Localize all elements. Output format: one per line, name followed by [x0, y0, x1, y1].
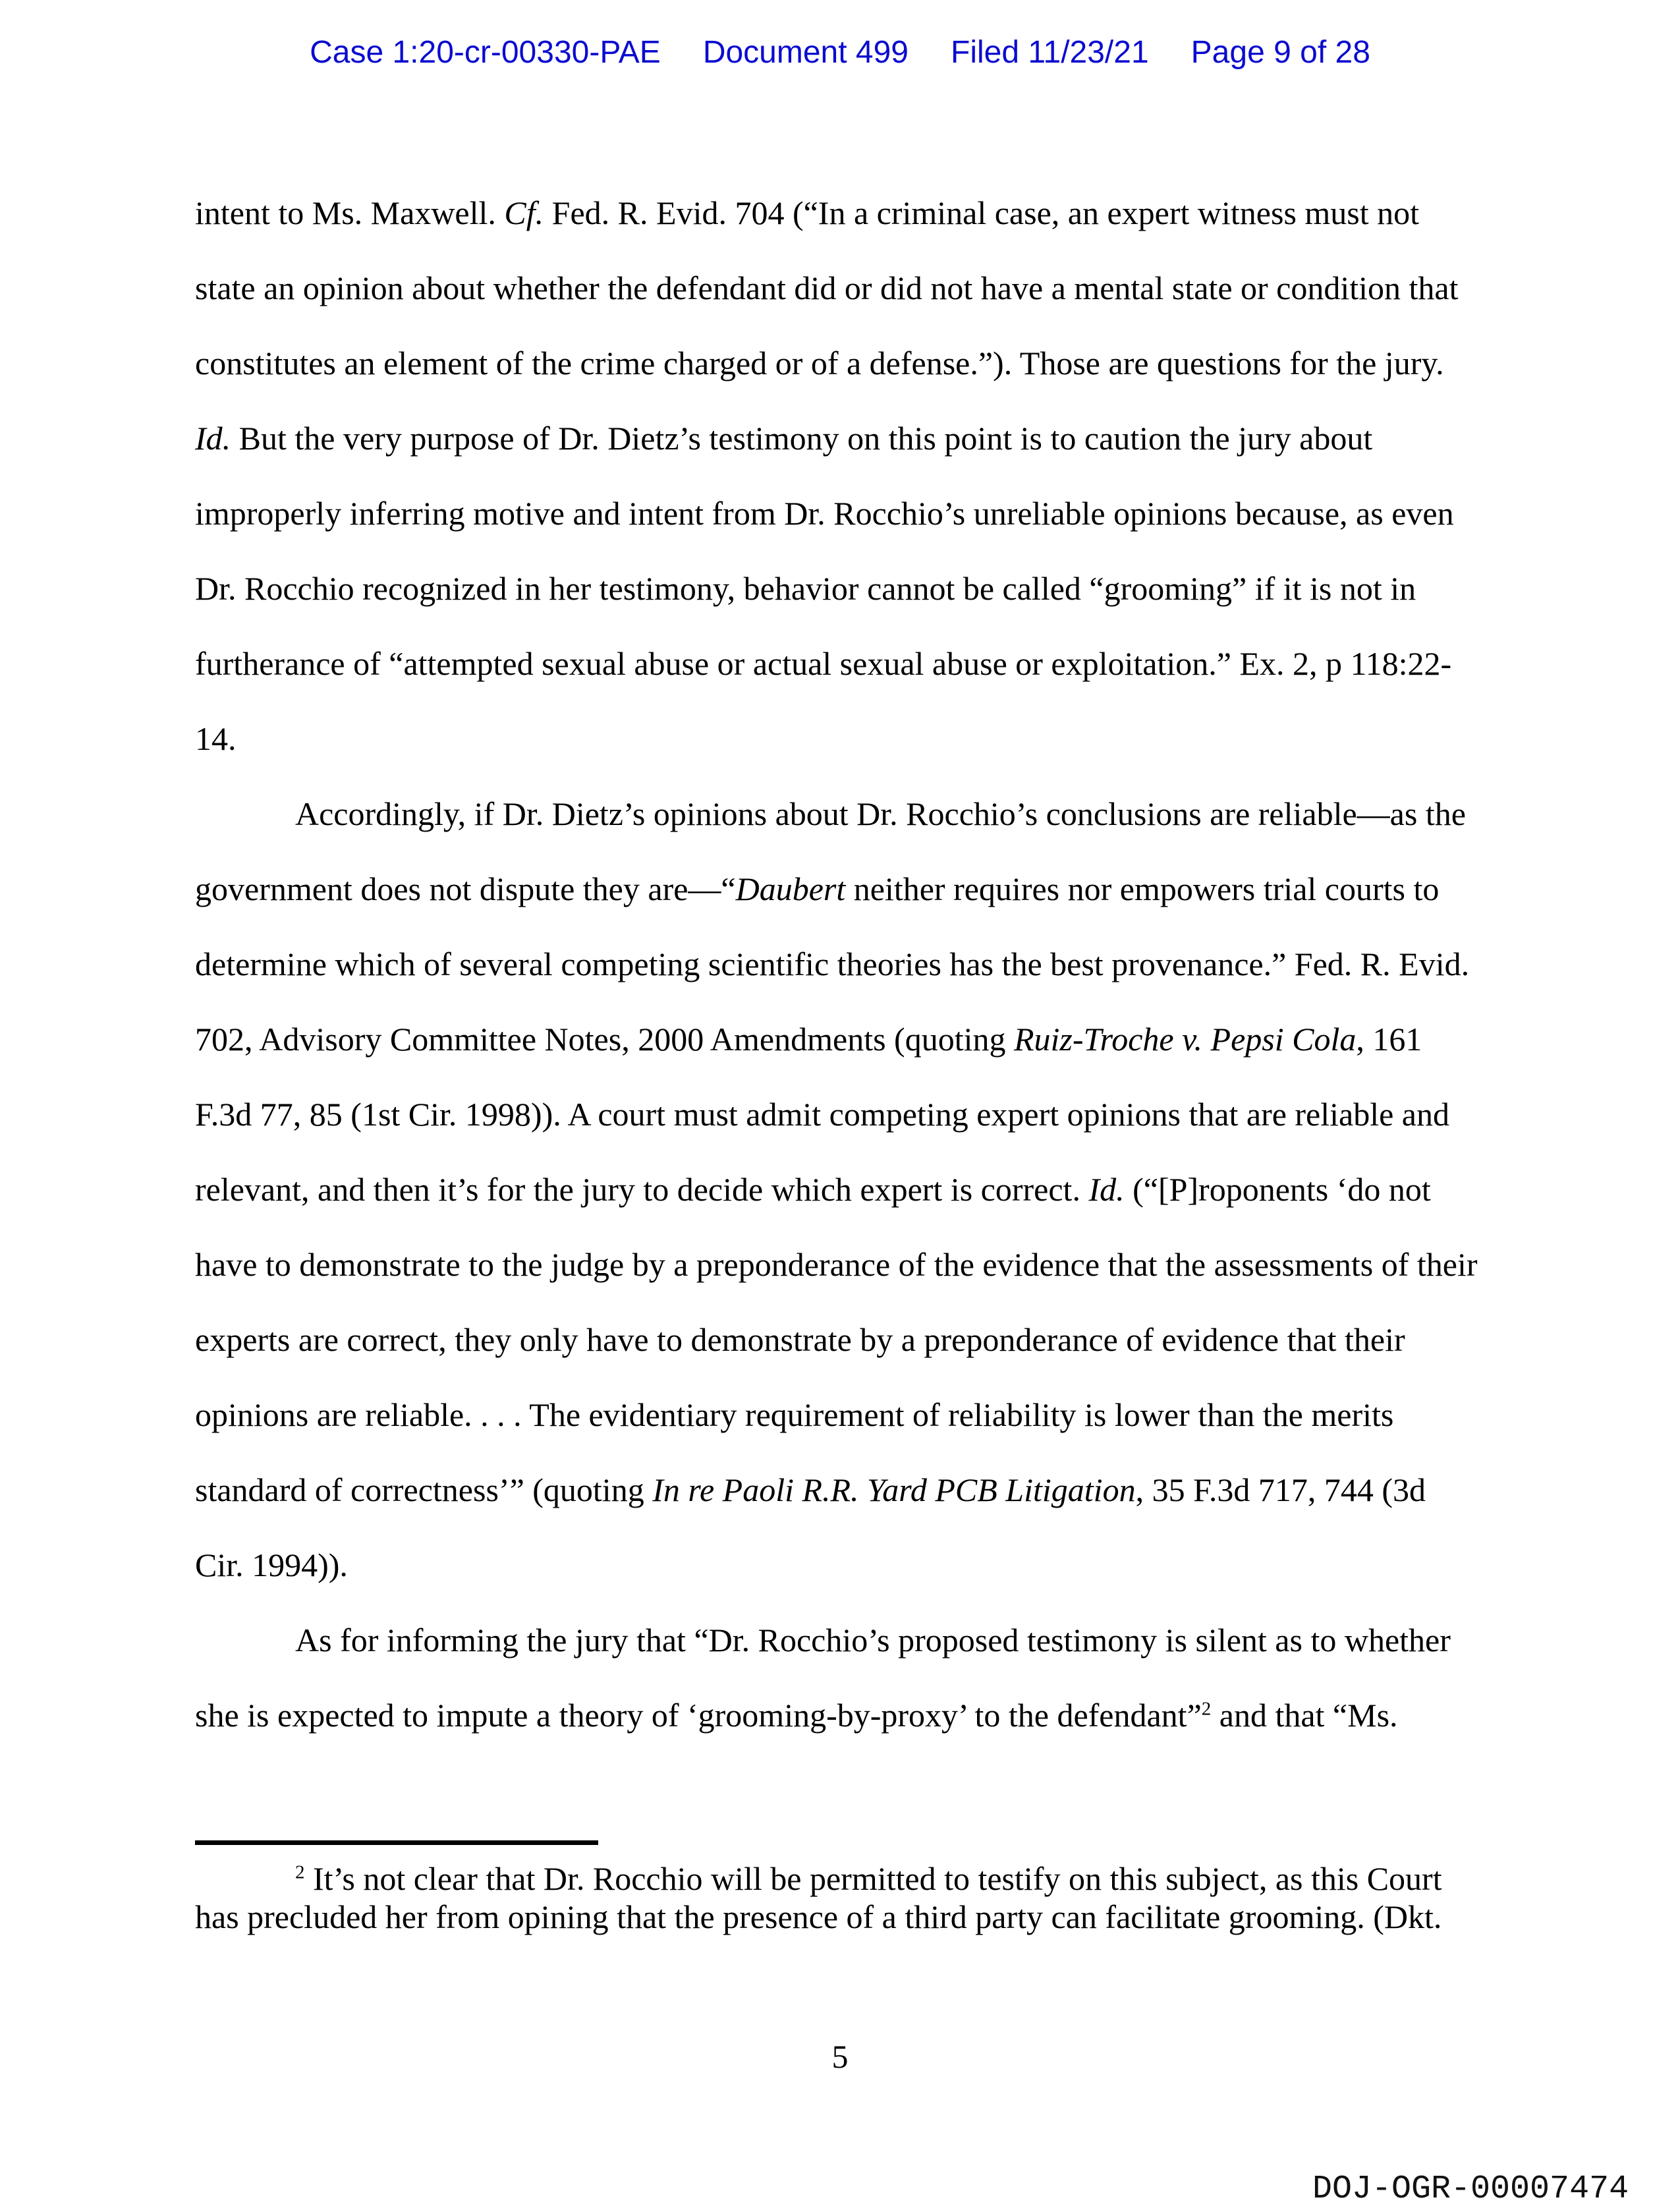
text-segment: and that “Ms. — [1211, 1697, 1398, 1734]
text-line — [195, 476, 1509, 551]
stamp-filed-date: Filed 11/23/21 — [951, 35, 1149, 70]
text-segment: 702, Advisory Committee Notes, 2000 Amendments (quoting — [195, 1021, 1014, 1058]
text-line — [195, 326, 1509, 401]
text-segment: 2 — [295, 1861, 305, 1883]
text-line — [195, 1452, 1509, 1527]
text-segment: Dr. Rocchio recognized in her testimony, behavior cannot be called “grooming” if it is not in — [195, 570, 1416, 607]
text-segment: have to demonstrate to the judge by a preponderance of the evidence that the assessments of their — [195, 1246, 1478, 1283]
stamp-page-number: Page 9 of 28 — [1190, 35, 1370, 70]
text-line — [195, 776, 1509, 851]
text-line — [195, 926, 1509, 1002]
text-segment: It’s not clear that Dr. Rocchio will be permitted to testify on this subject, as this Court — [304, 1860, 1442, 1897]
text-segment: (“[P]roponents ‘do not — [1124, 1171, 1431, 1208]
text-line — [195, 1527, 1509, 1602]
footnote-text — [195, 1859, 1509, 1936]
text-segment: 2 — [1201, 1698, 1212, 1720]
footnote-separator — [195, 1840, 598, 1845]
stamp-document-number: Document 499 — [702, 35, 909, 70]
text-segment: Ruiz-Troche v. Pepsi Cola — [1014, 1021, 1357, 1058]
text-segment: experts are correct, they only have to demonstrate by a preponderance of evidence that their — [195, 1321, 1405, 1358]
text-line — [195, 401, 1509, 476]
text-line — [195, 1002, 1509, 1077]
text-line — [195, 1302, 1509, 1377]
text-segment: Fed. R. Evid. 704 (“In a criminal case, an expert witness must not — [544, 194, 1420, 231]
text-line — [195, 1077, 1509, 1152]
text-segment: , 35 F.3d 717, 744 (3d — [1135, 1471, 1426, 1508]
stamp-case-number: Case 1:20-cr-00330-PAE — [310, 35, 661, 70]
text-segment: constitutes an element of the crime charged or of a defense.”). Those are questions for the jury. — [195, 345, 1444, 382]
case-stamp — [0, 34, 1680, 71]
text-segment: relevant, and then it’s for the jury to decide which expert is correct. — [195, 1171, 1089, 1208]
text-line — [195, 1152, 1509, 1227]
text-segment: But the very purpose of Dr. Dietz’s testimony on this point is to caution the jury about — [231, 420, 1373, 457]
text-line — [195, 175, 1509, 250]
document-body — [195, 175, 1509, 1753]
text-segment: Cf. — [504, 194, 544, 231]
text-segment: standard of correctness’” (quoting — [195, 1471, 653, 1508]
text-line — [195, 1377, 1509, 1452]
text-line — [195, 701, 1509, 776]
text-segment: Cir. 1994)). — [195, 1546, 348, 1583]
text-segment: has precluded her from opining that the presence of a third party can facilitate grooming. (Dkt. — [195, 1898, 1442, 1935]
text-segment: F.3d 77, 85 (1st Cir. 1998)). A court must admit competing expert opinions that are reliable and — [195, 1096, 1450, 1133]
text-segment: she is expected to impute a theory of ‘grooming-by-proxy’ to the defendant” — [195, 1697, 1202, 1734]
text-segment: In re Paoli R.R. Yard PCB Litigation — [652, 1471, 1136, 1508]
text-segment: Id. — [195, 420, 231, 457]
text-line — [195, 1898, 1509, 1936]
text-segment: As for informing the jury that “Dr. Rocchio’s proposed testimony is silent as to whether — [295, 1622, 1451, 1659]
text-line — [195, 1602, 1509, 1678]
text-line — [195, 250, 1509, 326]
text-segment: improperly inferring motive and intent from Dr. Rocchio’s unreliable opinions because, as even — [195, 495, 1454, 532]
text-segment: neither requires nor empowers trial courts to — [845, 870, 1440, 907]
text-segment: government does not dispute they are—“ — [195, 870, 736, 907]
page-number: 5 — [831, 2038, 849, 2075]
text-segment: Id. — [1088, 1171, 1125, 1208]
text-line — [195, 551, 1509, 626]
text-segment: furtherance of “attempted sexual abuse or actual sexual abuse or exploitation.” Ex. 2, p 118:22- — [195, 645, 1452, 682]
text-segment: 14. — [195, 720, 237, 757]
text-segment: opinions are reliable. . . . The evidentiary requirement of reliability is lower than the merits — [195, 1396, 1394, 1433]
text-line — [195, 626, 1509, 701]
text-line — [195, 851, 1509, 926]
text-line — [195, 1859, 1509, 1898]
text-segment: state an opinion about whether the defendant did or did not have a mental state or condition that — [195, 269, 1459, 306]
text-segment: , 161 — [1356, 1021, 1422, 1058]
text-segment: Accordingly, if Dr. Dietz’s opinions about Dr. Rocchio’s conclusions are reliable—as the — [295, 795, 1466, 832]
bates-number: DOJ-OGR-00007474 — [1312, 2170, 1629, 2208]
text-segment: Daubert — [735, 870, 846, 907]
text-line — [195, 1227, 1509, 1302]
text-segment: intent to Ms. Maxwell. — [195, 194, 505, 231]
text-line — [195, 1678, 1509, 1753]
text-segment: determine which of several competing scientific theories has the best provenance.” Fed. R. Evid. — [195, 946, 1470, 982]
